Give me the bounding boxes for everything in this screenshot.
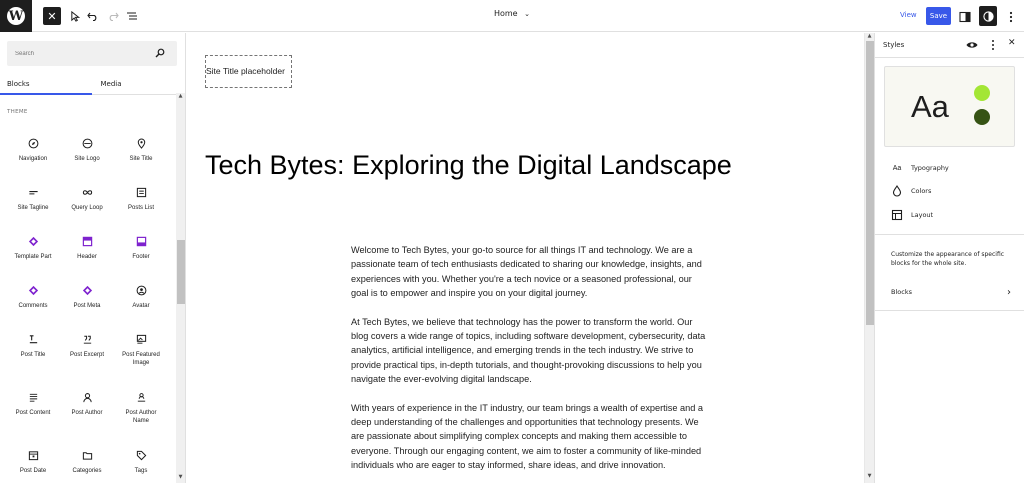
color-swatch bbox=[974, 109, 990, 125]
document-overview-button[interactable] bbox=[123, 6, 141, 26]
block-label: Comments bbox=[18, 303, 48, 309]
redo-icon bbox=[107, 11, 119, 21]
block-label: Footer bbox=[132, 254, 150, 260]
wordpress-logo-button[interactable] bbox=[0, 0, 32, 32]
block-item-template-part[interactable] bbox=[9, 236, 57, 261]
paragraph[interactable]: Welcome to Tech Bytes, your go-to source for all things IT and technology. We are a passionate team of tech enthusiasts dedicated to sharing our knowledge, insights, and experiences with you. Whether you're a tech novice or a seasoned professional, our goal is to empower and inspire you on your digital journey. bbox=[351, 245, 702, 299]
block-label: Header bbox=[77, 254, 97, 260]
typography-icon: Aa bbox=[892, 164, 902, 172]
block-item-posts-list[interactable] bbox=[117, 187, 165, 212]
block-item-navigation[interactable] bbox=[9, 138, 57, 163]
block-label: Post Meta bbox=[73, 303, 101, 309]
chevron-right-icon: › bbox=[1007, 286, 1011, 298]
sidebar-icon bbox=[959, 11, 971, 23]
header-icon bbox=[82, 236, 93, 247]
compass-icon bbox=[28, 138, 39, 149]
block-item-query-loop[interactable] bbox=[63, 187, 111, 212]
menu-item-label: Colors bbox=[911, 187, 932, 195]
block-inserter-panel bbox=[0, 33, 186, 483]
inserter-scroll-thumb[interactable] bbox=[177, 240, 185, 304]
avatar-icon bbox=[136, 285, 147, 296]
block-label: Navigation bbox=[18, 156, 48, 162]
document-title[interactable]: Home bbox=[493, 9, 518, 18]
block-item-post-meta[interactable] bbox=[63, 285, 111, 310]
undo-icon bbox=[87, 11, 99, 21]
post-title[interactable]: Tech Bytes: Exploring the Digital Landscape bbox=[205, 150, 732, 180]
divider bbox=[875, 310, 1024, 311]
options-button[interactable] bbox=[1006, 9, 1016, 23]
menu-item-typography[interactable] bbox=[891, 160, 949, 176]
tags-icon bbox=[136, 450, 147, 461]
panel-description: Customize the appearance of specific blocks for the whole site. bbox=[891, 251, 1005, 267]
styles-panel-header bbox=[875, 33, 1024, 58]
editor-top-bar bbox=[0, 0, 1024, 32]
list-view-icon bbox=[126, 11, 138, 21]
menu-item-colors[interactable] bbox=[891, 183, 931, 199]
menu-item-label: Typography bbox=[911, 164, 949, 172]
content-icon bbox=[28, 392, 39, 403]
block-item-site-logo[interactable] bbox=[63, 138, 111, 163]
redo-button[interactable] bbox=[104, 6, 122, 26]
chevron-down-icon[interactable]: ⌄ bbox=[524, 10, 531, 18]
block-label: Post Content bbox=[15, 410, 51, 416]
cursor-icon bbox=[70, 11, 81, 22]
close-icon: ✕ bbox=[47, 9, 57, 23]
menu-item-layout[interactable] bbox=[891, 207, 933, 223]
block-item-post-excerpt[interactable] bbox=[63, 334, 111, 359]
search-input[interactable] bbox=[7, 41, 177, 66]
block-item-post-featured-image[interactable] bbox=[117, 334, 165, 367]
block-label: Post Featured Image bbox=[122, 352, 160, 366]
map-pin-icon bbox=[136, 138, 147, 149]
editor-canvas[interactable] bbox=[187, 33, 864, 483]
site-title-placeholder[interactable]: Site Title placeholder bbox=[205, 55, 292, 88]
block-label: Post Author bbox=[71, 410, 103, 416]
block-item-post-title[interactable] bbox=[9, 334, 57, 359]
styles-panel bbox=[874, 33, 1024, 483]
save-button[interactable]: Save bbox=[926, 7, 951, 25]
calendar-icon bbox=[28, 450, 39, 461]
scroll-down-icon[interactable]: ▼ bbox=[178, 474, 183, 480]
eye-icon[interactable] bbox=[966, 40, 978, 50]
post-content[interactable] bbox=[351, 243, 711, 483]
canvas-scrollbar[interactable] bbox=[864, 33, 874, 483]
block-label: Avatar bbox=[132, 303, 150, 309]
divider bbox=[875, 234, 1024, 235]
section-label-theme: THEME bbox=[7, 109, 28, 115]
block-list bbox=[0, 96, 176, 483]
block-label: Post Excerpt bbox=[69, 352, 104, 358]
view-link[interactable]: View bbox=[900, 11, 917, 19]
categories-icon bbox=[82, 450, 93, 461]
tab-media[interactable]: Media bbox=[100, 80, 122, 88]
comments-icon bbox=[28, 285, 39, 296]
post-meta-icon bbox=[82, 285, 93, 296]
block-label: Site Title bbox=[129, 156, 153, 162]
block-item-post-author[interactable] bbox=[63, 392, 111, 417]
block-label: Site Logo bbox=[74, 156, 100, 162]
block-item-site-title[interactable] bbox=[117, 138, 165, 163]
search-icon[interactable] bbox=[155, 48, 165, 58]
block-item-comments[interactable] bbox=[9, 285, 57, 310]
post-title-icon bbox=[28, 334, 39, 345]
droplet-icon bbox=[891, 185, 903, 197]
undo-button[interactable] bbox=[84, 6, 102, 26]
template-part-icon bbox=[28, 236, 39, 247]
color-swatch bbox=[974, 85, 990, 101]
inserter-scrollbar[interactable] bbox=[176, 93, 185, 483]
posts-list-icon bbox=[136, 187, 147, 198]
select-tool-button[interactable] bbox=[66, 6, 84, 26]
block-label: Tags bbox=[134, 468, 148, 474]
quote-icon bbox=[82, 334, 93, 345]
block-label: Post Date bbox=[19, 468, 47, 474]
tab-blocks[interactable]: Blocks bbox=[7, 80, 30, 88]
canvas-scroll-thumb[interactable] bbox=[866, 41, 874, 325]
block-item-categories[interactable] bbox=[63, 450, 111, 475]
styles-toggle-button[interactable] bbox=[979, 6, 997, 26]
block-item-avatar[interactable] bbox=[117, 285, 165, 310]
wordpress-logo-icon: W bbox=[8, 8, 24, 24]
style-preview[interactable] bbox=[884, 66, 1015, 147]
block-label: Posts List bbox=[127, 205, 154, 211]
block-item-post-author-name[interactable] bbox=[117, 392, 165, 425]
more-vertical-icon[interactable] bbox=[989, 39, 997, 51]
block-label: Template Part bbox=[14, 254, 52, 260]
footer-icon bbox=[136, 236, 147, 247]
block-item-header[interactable] bbox=[63, 236, 111, 261]
document-title-bar bbox=[0, 9, 1024, 18]
scroll-down-icon[interactable]: ▼ bbox=[867, 473, 872, 479]
contrast-icon bbox=[983, 11, 994, 22]
menu-item-label: Layout bbox=[911, 211, 934, 219]
author-icon bbox=[82, 392, 93, 403]
scroll-up-icon[interactable]: ▲ bbox=[178, 93, 183, 99]
settings-button[interactable] bbox=[959, 8, 973, 22]
active-tab-indicator bbox=[0, 93, 92, 95]
scroll-up-icon[interactable]: ▲ bbox=[867, 33, 872, 39]
block-label: Post Title bbox=[20, 352, 46, 358]
author-name-icon bbox=[136, 392, 147, 403]
panel-title: Styles bbox=[883, 41, 905, 49]
block-item-post-date[interactable] bbox=[9, 450, 57, 475]
loop-icon bbox=[82, 187, 93, 198]
block-label: Query Loop bbox=[71, 205, 103, 211]
close-icon[interactable]: ✕ bbox=[1008, 38, 1016, 48]
block-item-post-content[interactable] bbox=[9, 392, 57, 417]
block-label: Site Tagline bbox=[17, 205, 49, 211]
inserter-tabs bbox=[0, 73, 185, 95]
featured-image-icon bbox=[136, 334, 147, 345]
block-label: Categories bbox=[72, 468, 102, 474]
paragraph[interactable]: At Tech Bytes, we believe that technology has the power to transform the world. Our blog covers a wide range of topics, including software development, cybersecurity, data analytics, artificial intelligence, and emerging trends in the tech industry. We strive to provide practical tips, in-depth tutorials, and thought-provoking discussions to help you navigate the ever-evolving digital landscape. bbox=[351, 316, 706, 385]
layout-icon bbox=[891, 209, 903, 221]
block-item-tags[interactable] bbox=[117, 450, 165, 475]
site-logo-icon bbox=[82, 138, 93, 149]
preview-text: Aa bbox=[911, 89, 949, 124]
tagline-icon bbox=[28, 187, 39, 198]
blocks-styles-button[interactable] bbox=[891, 285, 1011, 299]
blocks-label: Blocks bbox=[891, 288, 912, 296]
paragraph[interactable]: With years of experience in the IT industry, our team brings a wealth of expertise and a deep understanding of the challenges and opportunities that technology presents. We are passionate about simplifying complex concepts and making them accessible to everyone. Through our engaging content, we aim to foster a community of like-minded individuals who are eager to stay informed, share ideas, and drive innovation. bbox=[351, 402, 704, 471]
block-label: Post Author Name bbox=[125, 410, 157, 424]
close-inserter-button[interactable] bbox=[43, 7, 61, 25]
block-item-footer[interactable] bbox=[117, 236, 165, 261]
more-vertical-icon bbox=[1006, 10, 1016, 24]
block-item-site-tagline[interactable] bbox=[9, 187, 57, 212]
